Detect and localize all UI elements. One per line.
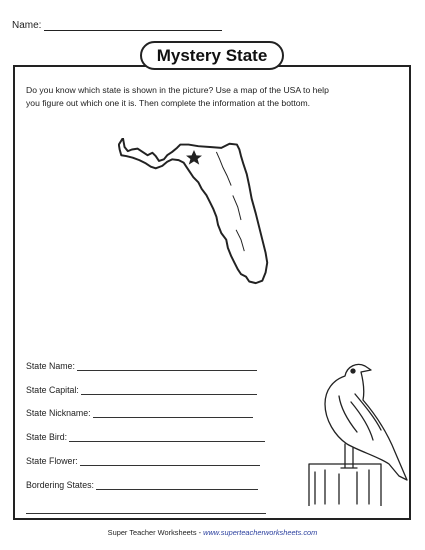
instructions [26,84,406,110]
field-label: State Capital: [26,384,79,395]
field-label: Bordering States: [26,479,94,490]
bordering-states-input[interactable] [96,480,258,490]
extra-line-field [26,490,266,514]
field-label: State Nickname: [26,408,91,419]
name-label: Name: [12,20,42,31]
state-bird-field [26,418,266,442]
instructions-line-2: you figure out which one it is. Then complete the information at the bottom. [26,98,311,108]
field-label: State Bird: [26,432,68,443]
page-title-text: Mystery State [156,45,268,65]
state-flower-field [26,442,266,466]
extra-line-input[interactable] [26,504,266,514]
field-label: State Flower: [26,455,78,466]
state-flower-input[interactable] [80,456,260,466]
name-field[interactable] [44,20,222,31]
name-row [12,20,222,31]
florida-map-icon [118,138,278,318]
instructions-line-1: Do you know which state is shown in the picture? Use a map of the USA to help [26,85,329,95]
info-fields [26,347,266,514]
bordering-states-field [26,466,266,490]
mockingbird-icon [295,356,411,506]
field-label: State Name: [26,360,75,371]
state-capital-input[interactable] [81,385,257,395]
state-name-input[interactable] [77,361,257,371]
state-capital-field [26,371,266,395]
state-name-field [26,347,266,371]
state-nickname-field [26,395,266,419]
capital-star-icon [186,150,202,165]
state-nickname-input[interactable] [93,408,253,418]
footer [0,528,425,537]
footer-text: Super Teacher Worksheets - [107,528,204,537]
state-bird-input[interactable] [69,432,265,442]
footer-link[interactable]: www.superteacherworksheets.com [203,528,318,537]
page-title [140,41,284,70]
